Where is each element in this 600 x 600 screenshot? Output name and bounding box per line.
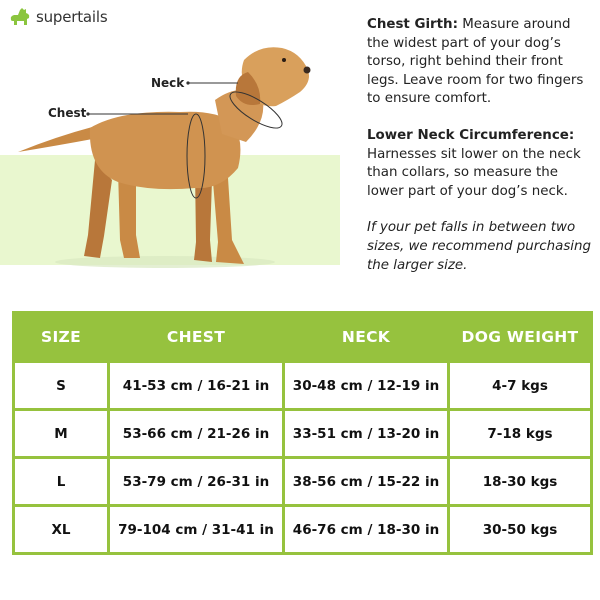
- brand-logo: [8, 6, 107, 28]
- chest-instruction: [367, 16, 592, 109]
- table-row: [15, 363, 590, 408]
- neck-heading: Lower Neck Circumference:: [367, 127, 575, 143]
- chest-cell: 41-53 cm / 16-21 in: [110, 363, 282, 408]
- size-chart-table: [12, 311, 593, 555]
- size-cell: XL: [15, 507, 107, 552]
- neck-label: Neck: [151, 76, 185, 90]
- neck-cell: 46-76 cm / 18-30 in: [285, 507, 447, 552]
- weight-cell: 7-18 kgs: [450, 411, 590, 456]
- table-row: [15, 459, 590, 504]
- chest-cell: 53-66 cm / 21-26 in: [110, 411, 282, 456]
- size-cell: M: [15, 411, 107, 456]
- chest-heading: Chest Girth:: [367, 17, 458, 32]
- table-row: [15, 411, 590, 456]
- chest-cell: 79-104 cm / 31-41 in: [110, 507, 282, 552]
- header-chest: CHEST: [110, 314, 282, 360]
- dog-illustration: [0, 30, 340, 280]
- table-row: [15, 507, 590, 552]
- size-cell: S: [15, 363, 107, 408]
- neck-text: Harnesses sit lower on the neck than collars, so measure the lower part of your dog’s neck.: [367, 146, 581, 199]
- neck-cell: 33-51 cm / 13-20 in: [285, 411, 447, 456]
- header-dog-weight: DOG WEIGHT: [450, 314, 590, 360]
- brand-name: supertails: [36, 8, 108, 26]
- chest-label: Chest: [48, 106, 87, 120]
- neck-cell: 38-56 cm / 15-22 in: [285, 459, 447, 504]
- neck-instruction: [367, 127, 592, 201]
- chest-cell: 53-79 cm / 26-31 in: [110, 459, 282, 504]
- dog-measurement-diagram: [0, 30, 340, 280]
- header-neck: NECK: [285, 314, 447, 360]
- size-note: If your pet falls in between two sizes, we recommend purchasing the larger size.: [367, 220, 591, 273]
- weight-cell: 4-7 kgs: [450, 363, 590, 408]
- table-header-row: [15, 314, 590, 360]
- chest-text: Measure around the widest part of your dog’s torso, right behind their front legs. Leave room for two fingers to ensure comfort.: [367, 17, 584, 107]
- header-size: SIZE: [15, 314, 107, 360]
- dog-logo-icon: [8, 6, 34, 28]
- neck-cell: 30-48 cm / 12-19 in: [285, 363, 447, 408]
- weight-cell: 30-50 kgs: [450, 507, 590, 552]
- weight-cell: 18-30 kgs: [450, 459, 590, 504]
- measurement-instructions: [367, 16, 592, 293]
- size-cell: L: [15, 459, 107, 504]
